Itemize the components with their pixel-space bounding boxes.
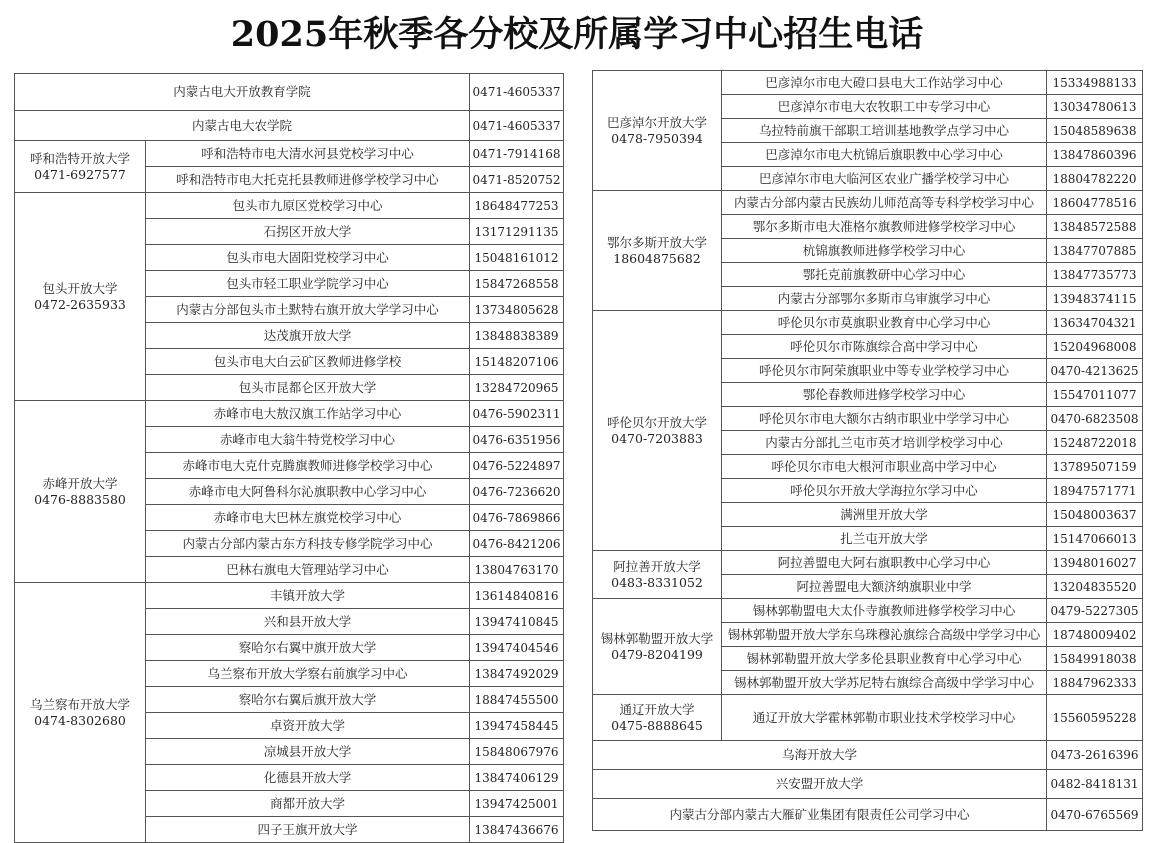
center-phone: 15204968008 xyxy=(1047,335,1143,359)
center-phone: 13734805628 xyxy=(470,297,564,323)
center-phone: 13789507159 xyxy=(1047,455,1143,479)
center-name: 呼和浩特市电大托克托县教师进修学校学习中心 xyxy=(146,167,470,193)
center-name: 赤峰市电大阿鲁科尔沁旗职教中心学习中心 xyxy=(146,479,470,505)
center-name: 呼伦贝尔市电大额尔古纳市职业中学学习中心 xyxy=(722,407,1047,431)
center-name: 赤峰市电大克什克腾旗教师进修学校学习中心 xyxy=(146,453,470,479)
right-phone-table xyxy=(592,70,1143,831)
center-name: 锡林郭勒盟开放大学苏尼特右旗综合高级中学学习中心 xyxy=(722,671,1047,695)
branch-name: 通辽开放大学 xyxy=(619,701,695,717)
branch-phone: 0479-8204199 xyxy=(611,646,703,662)
center-name: 杭锦旗教师进修学校学习中心 xyxy=(722,239,1047,263)
branch-phone: 18604875682 xyxy=(613,250,701,266)
center-name: 内蒙古分部包头市土默特右旗开放大学学习中心 xyxy=(146,297,470,323)
center-phone: 13847436676 xyxy=(470,817,564,843)
center-phone: 15849918038 xyxy=(1047,647,1143,671)
branch-name: 鄂尔多斯开放大学 xyxy=(606,234,707,250)
center-name: 化德县开放大学 xyxy=(146,765,470,791)
center-name: 呼伦贝尔开放大学海拉尔学习中心 xyxy=(722,479,1047,503)
center-phone: 13947425001 xyxy=(470,791,564,817)
bottom-entry-phone: 0482-8418131 xyxy=(1047,770,1143,799)
center-phone: 13948016027 xyxy=(1047,551,1143,575)
center-name: 丰镇开放大学 xyxy=(146,583,470,609)
branch-phone: 0470-7203883 xyxy=(611,430,703,446)
branch-cell xyxy=(593,71,722,191)
branch-cell xyxy=(593,311,722,551)
bottom-entry-row xyxy=(593,741,1143,770)
bottom-entry-name: 乌海开放大学 xyxy=(593,741,1047,770)
branch-cell xyxy=(593,599,722,695)
center-name: 商都开放大学 xyxy=(146,791,470,817)
center-phone: 13171291135 xyxy=(470,219,564,245)
center-name: 通辽开放大学霍林郭勒市职业技术学校学习中心 xyxy=(722,695,1047,741)
branch-name: 赤峰开放大学 xyxy=(42,475,118,491)
center-name: 赤峰市电大敖汉旗工作站学习中心 xyxy=(146,401,470,427)
branch-name: 阿拉善开放大学 xyxy=(613,558,701,574)
center-name: 察哈尔右翼中旗开放大学 xyxy=(146,635,470,661)
center-phone: 13034780613 xyxy=(1047,95,1143,119)
branch-name: 锡林郭勒盟开放大学 xyxy=(600,630,714,646)
center-name: 巴彦淖尔市电大杭锦后旗职教中心学习中心 xyxy=(722,143,1047,167)
center-phone: 0476-5224897 xyxy=(470,453,564,479)
left-phone-table xyxy=(14,73,564,843)
table-row xyxy=(593,695,1143,741)
center-phone: 0476-8421206 xyxy=(470,531,564,557)
center-name: 巴彦淖尔市电大临河区农业广播学校学习中心 xyxy=(722,167,1047,191)
center-phone: 13847492029 xyxy=(470,661,564,687)
table-row xyxy=(15,583,564,609)
table-row xyxy=(15,193,564,219)
top-entry-row xyxy=(15,74,564,111)
branch-cell xyxy=(15,193,146,401)
center-phone: 0476-7236620 xyxy=(470,479,564,505)
center-phone: 13947458445 xyxy=(470,713,564,739)
center-phone: 13804763170 xyxy=(470,557,564,583)
center-phone: 15560595228 xyxy=(1047,695,1143,741)
bottom-entry-row xyxy=(593,770,1143,799)
branch-name: 乌兰察布开放大学 xyxy=(29,696,130,712)
center-phone: 15048589638 xyxy=(1047,119,1143,143)
center-phone: 13204835520 xyxy=(1047,575,1143,599)
center-phone: 18648477253 xyxy=(470,193,564,219)
center-phone: 15148207106 xyxy=(470,349,564,375)
table-row xyxy=(15,141,564,167)
branch-cell xyxy=(15,141,146,193)
table-row xyxy=(593,71,1143,95)
center-name: 四子王旗开放大学 xyxy=(146,817,470,843)
center-name: 呼伦贝尔市电大根河市职业高中学习中心 xyxy=(722,455,1047,479)
center-name: 兴和县开放大学 xyxy=(146,609,470,635)
center-name: 阿拉善盟电大阿右旗职教中心学习中心 xyxy=(722,551,1047,575)
center-name: 包头市昆都仑区开放大学 xyxy=(146,375,470,401)
center-phone: 15048161012 xyxy=(470,245,564,271)
branch-phone: 0478-7950394 xyxy=(611,130,703,146)
center-phone: 13947404546 xyxy=(470,635,564,661)
branch-name: 呼和浩特开放大学 xyxy=(29,150,130,166)
center-name: 乌拉特前旗干部职工培训基地教学点学习中心 xyxy=(722,119,1047,143)
top-entry-phone: 0471-4605337 xyxy=(470,74,564,111)
center-name: 满洲里开放大学 xyxy=(722,503,1047,527)
center-phone: 0479-5227305 xyxy=(1047,599,1143,623)
branch-phone: 0474-8302680 xyxy=(34,712,126,728)
center-name: 凉城县开放大学 xyxy=(146,739,470,765)
center-name: 达茂旗开放大学 xyxy=(146,323,470,349)
page-title: 2025年秋季各分校及所属学习中心招生电话 xyxy=(230,14,924,55)
branch-phone: 0483-8331052 xyxy=(611,574,703,590)
center-name: 呼伦贝尔市阿荣旗职业中等专业学校学习中心 xyxy=(722,359,1047,383)
center-phone: 13848572588 xyxy=(1047,215,1143,239)
center-name: 内蒙古分部扎兰屯市英才培训学校学习中心 xyxy=(722,431,1047,455)
bottom-entry-phone: 0473-2616396 xyxy=(1047,741,1143,770)
center-phone: 13848838389 xyxy=(470,323,564,349)
center-phone: 0476-7869866 xyxy=(470,505,564,531)
table-row xyxy=(593,599,1143,623)
center-name: 包头市电大白云矿区教师进修学校 xyxy=(146,349,470,375)
branch-cell xyxy=(15,583,146,843)
center-phone: 18604778516 xyxy=(1047,191,1143,215)
branch-name: 包头开放大学 xyxy=(42,280,118,296)
center-phone: 13847735773 xyxy=(1047,263,1143,287)
branch-phone: 0475-8888645 xyxy=(611,717,703,733)
center-name: 乌兰察布开放大学察右前旗学习中心 xyxy=(146,661,470,687)
center-phone: 13847860396 xyxy=(1047,143,1143,167)
center-name: 内蒙古分部鄂尔多斯市乌审旗学习中心 xyxy=(722,287,1047,311)
center-phone: 18804782220 xyxy=(1047,167,1143,191)
bottom-entry-phone: 0470-6765569 xyxy=(1047,799,1143,831)
center-phone: 18847455500 xyxy=(470,687,564,713)
center-name: 赤峰市电大巴林左旗党校学习中心 xyxy=(146,505,470,531)
bottom-entry-name: 内蒙古分部内蒙古大雁矿业集团有限责任公司学习中心 xyxy=(593,799,1047,831)
center-phone: 0476-6351956 xyxy=(470,427,564,453)
center-name: 包头市轻工职业学院学习中心 xyxy=(146,271,470,297)
center-name: 包头市九原区党校学习中心 xyxy=(146,193,470,219)
center-name: 锡林郭勒盟电大太仆寺旗教师进修学校学习中心 xyxy=(722,599,1047,623)
branch-name: 巴彦淖尔开放大学 xyxy=(606,114,707,130)
table-row xyxy=(15,401,564,427)
center-name: 卓资开放大学 xyxy=(146,713,470,739)
center-phone: 13634704321 xyxy=(1047,311,1143,335)
center-phone: 15547011077 xyxy=(1047,383,1143,407)
center-name: 巴彦淖尔市电大农牧职工中专学习中心 xyxy=(722,95,1047,119)
bottom-entry-row xyxy=(593,799,1143,831)
table-row xyxy=(593,191,1143,215)
branch-cell xyxy=(593,191,722,311)
center-name: 锡林郭勒盟开放大学多伦县职业教育中心学习中心 xyxy=(722,647,1047,671)
top-entry-row xyxy=(15,111,564,141)
center-phone: 15147066013 xyxy=(1047,527,1143,551)
center-phone: 15248722018 xyxy=(1047,431,1143,455)
table-row xyxy=(593,311,1143,335)
branch-phone: 0472-2635933 xyxy=(34,296,126,312)
center-name: 赤峰市电大翁牛特党校学习中心 xyxy=(146,427,470,453)
center-name: 内蒙古分部内蒙古民族幼儿师范高等专科学校学习中心 xyxy=(722,191,1047,215)
center-phone: 15848067976 xyxy=(470,739,564,765)
branch-cell xyxy=(593,695,722,741)
branch-cell xyxy=(15,401,146,583)
center-phone: 13948374115 xyxy=(1047,287,1143,311)
center-phone: 13947410845 xyxy=(470,609,564,635)
center-phone: 0470-6823508 xyxy=(1047,407,1143,431)
center-name: 鄂伦春教师进修学校学习中心 xyxy=(722,383,1047,407)
center-name: 呼伦贝尔市莫旗职业教育中心学习中心 xyxy=(722,311,1047,335)
branch-phone: 0471-6927577 xyxy=(34,166,126,182)
center-phone: 18748009402 xyxy=(1047,623,1143,647)
center-name: 呼伦贝尔市陈旗综合高中学习中心 xyxy=(722,335,1047,359)
branch-cell xyxy=(593,551,722,599)
center-name: 石拐区开放大学 xyxy=(146,219,470,245)
center-phone: 15847268558 xyxy=(470,271,564,297)
center-phone: 0471-8520752 xyxy=(470,167,564,193)
center-name: 扎兰屯开放大学 xyxy=(722,527,1047,551)
center-phone: 13847406129 xyxy=(470,765,564,791)
center-phone: 13847707885 xyxy=(1047,239,1143,263)
table-row xyxy=(593,551,1143,575)
center-phone: 13614840816 xyxy=(470,583,564,609)
center-name: 巴林右旗电大管理站学习中心 xyxy=(146,557,470,583)
center-phone: 0470-4213625 xyxy=(1047,359,1143,383)
center-name: 巴彦淖尔市电大磴口县电大工作站学习中心 xyxy=(722,71,1047,95)
top-entry-name: 内蒙古电大农学院 xyxy=(15,111,470,141)
center-name: 阿拉善盟电大额济纳旗职业中学 xyxy=(722,575,1047,599)
top-entry-phone: 0471-4605337 xyxy=(470,111,564,141)
center-name: 察哈尔右翼后旗开放大学 xyxy=(146,687,470,713)
center-phone: 15048003637 xyxy=(1047,503,1143,527)
branch-phone: 0476-8883580 xyxy=(34,491,126,507)
center-phone: 15334988133 xyxy=(1047,71,1143,95)
top-entry-name: 内蒙古电大开放教育学院 xyxy=(15,74,470,111)
branch-name: 呼伦贝尔开放大学 xyxy=(606,414,707,430)
bottom-entry-name: 兴安盟开放大学 xyxy=(593,770,1047,799)
center-name: 鄂托克前旗教研中心学习中心 xyxy=(722,263,1047,287)
center-name: 锡林郭勒盟开放大学东乌珠穆沁旗综合高级中学学习中心 xyxy=(722,623,1047,647)
center-phone: 13284720965 xyxy=(470,375,564,401)
center-phone: 18847962333 xyxy=(1047,671,1143,695)
center-name: 包头市电大固阳党校学习中心 xyxy=(146,245,470,271)
center-name: 鄂尔多斯市电大准格尔旗教师进修学校学习中心 xyxy=(722,215,1047,239)
center-phone: 0471-7914168 xyxy=(470,141,564,167)
center-phone: 18947571771 xyxy=(1047,479,1143,503)
center-phone: 0476-5902311 xyxy=(470,401,564,427)
center-name: 呼和浩特市电大清水河县党校学习中心 xyxy=(146,141,470,167)
center-name: 内蒙古分部内蒙古东方科技专修学院学习中心 xyxy=(146,531,470,557)
